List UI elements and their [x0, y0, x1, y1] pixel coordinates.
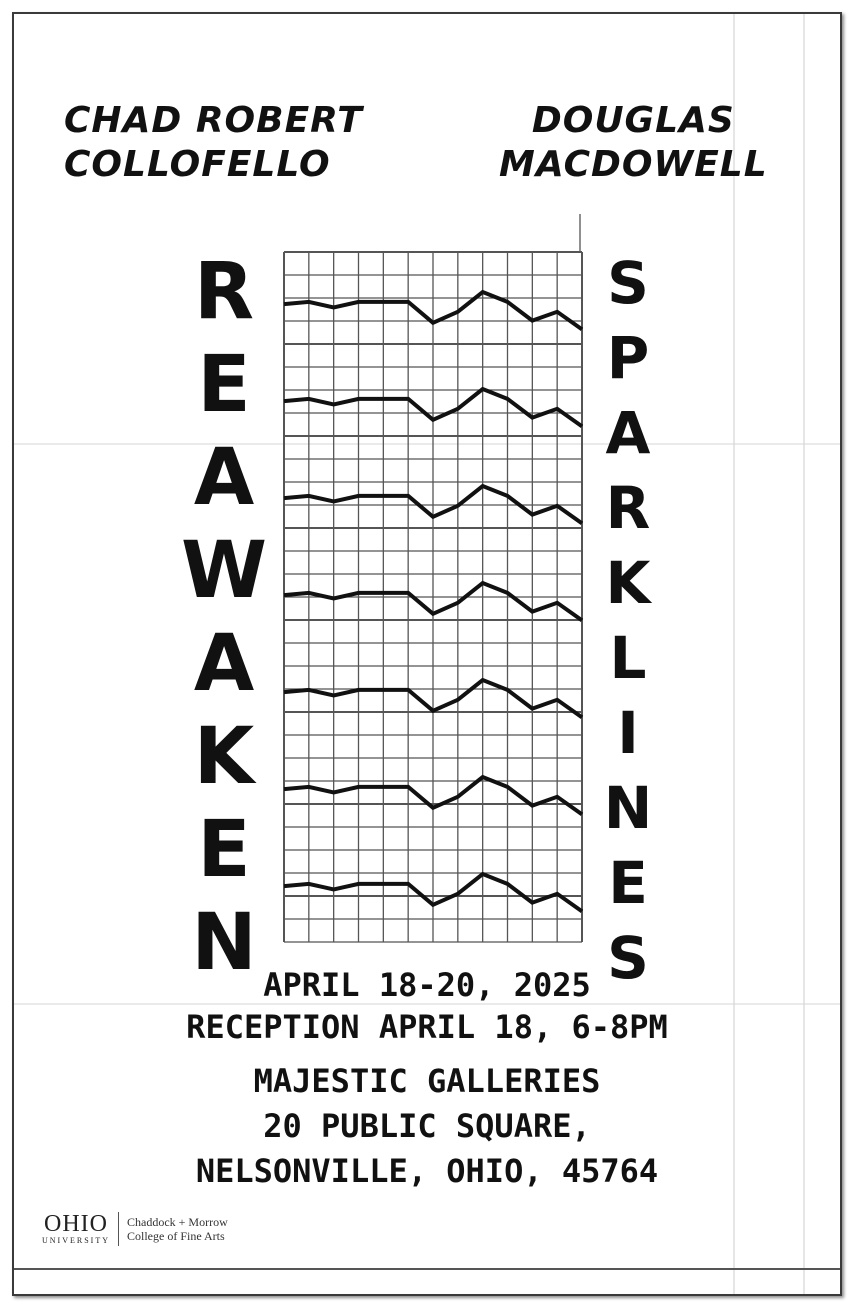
title-letter: R [193, 247, 255, 337]
title-letter: R [605, 474, 651, 542]
venue-block [14, 1059, 840, 1194]
college-name [119, 1215, 228, 1243]
title-letter: N [191, 898, 257, 988]
artist-left-last: COLLOFELLO [64, 144, 331, 185]
artist-right-first: DOUGLAS [531, 100, 735, 141]
event-reception: RECEPTION APRIL 18, 6-8PM [186, 1008, 668, 1046]
title-word-reawaken [180, 246, 268, 990]
venue-street: 20 PUBLIC SQUARE, [263, 1107, 591, 1145]
artist-right-last: MACDOWELL [499, 144, 768, 185]
college-line-1: Chaddock + Morrow [127, 1215, 228, 1229]
title-letter: A [193, 619, 255, 709]
title-letter: W [180, 526, 268, 616]
title-letter: E [608, 849, 648, 917]
artist-left-first: CHAD ROBERT [64, 100, 363, 141]
title-letter: P [606, 324, 650, 392]
title-letter: E [197, 805, 251, 895]
ohio-university-logo [42, 1212, 228, 1246]
title-letter: A [193, 433, 255, 523]
title-letter: N [603, 774, 653, 842]
title-letter: S [607, 249, 649, 317]
title-letter: K [605, 549, 651, 617]
logo-subtitle: UNIVERSITY [42, 1236, 110, 1245]
title-letter: L [609, 624, 647, 692]
venue-city: NELSONVILLE, OHIO, 45764 [195, 1152, 659, 1190]
venue-name: MAJESTIC GALLERIES [253, 1062, 601, 1100]
event-dates: APRIL 18-20, 2025 [263, 966, 591, 1004]
title-letter: E [197, 340, 251, 430]
artist-right-name [499, 99, 768, 187]
artist-left-name [64, 99, 363, 187]
title-word-sparklines [594, 246, 662, 996]
event-dates-block [14, 964, 840, 1048]
logo-name: OHIO [44, 1211, 108, 1237]
title-letter: S [607, 924, 649, 992]
title-letter: K [193, 712, 255, 802]
title-letter: I [617, 699, 639, 767]
ohio-wordmark [42, 1212, 119, 1246]
college-line-2: College of Fine Arts [127, 1229, 225, 1243]
event-poster [12, 12, 842, 1296]
title-letter: A [605, 399, 651, 467]
